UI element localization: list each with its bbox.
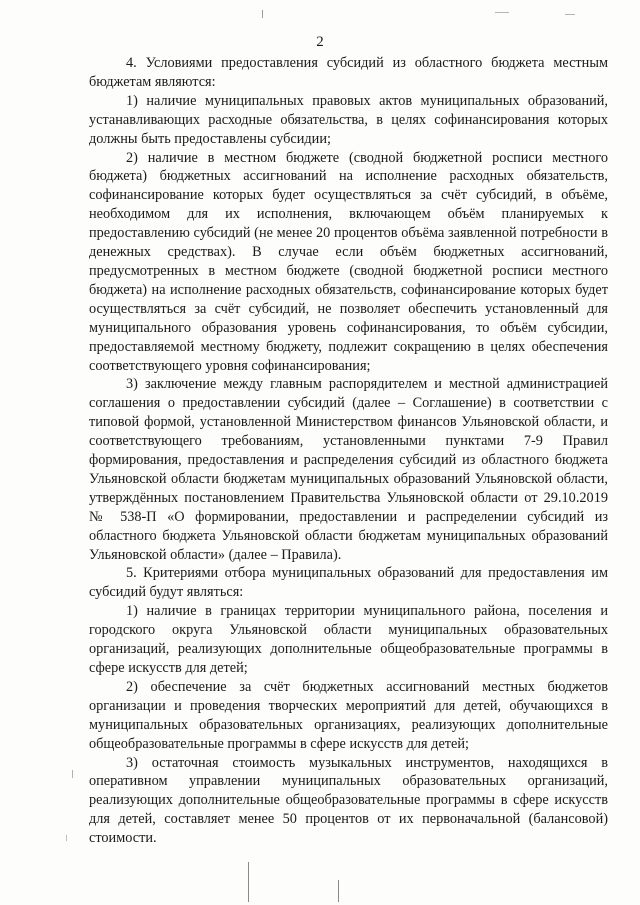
scan-artifact-mark	[66, 835, 67, 841]
scan-artifact-mark	[262, 10, 263, 18]
paragraph-section-4: 4. Условиями предоставления субсидий из областного бюджета местным бюджетам являются:	[89, 55, 608, 90]
scan-artifact-mark	[248, 862, 249, 902]
paragraph-5-item-1: 1) наличие в границах территории муниципального района, поселения и городского округа Ульяновской области муниципальных образовательных организаций, реализующих дополнительные общеобразовательные программы в сфере искусств для детей;	[89, 603, 608, 676]
paragraph-section-5: 5. Критериями отбора муниципальных образований для предоставления им субсидий будут являться:	[89, 565, 608, 601]
paragraph-4-item-1: 1) наличие муниципальных правовых актов муниципальных образований, устанавливающих расходные обязательства, в целях софинансирования которых должны быть предоставлены субсидии;	[89, 92, 608, 147]
scan-artifact-mark	[565, 14, 575, 15]
paragraph-5-item-2: 2) обеспечение за счёт бюджетных ассигнований местных бюджетов организации и проведения творческих мероприятий для детей, обучающихся в муниципальных образовательных организациях, реализующих дополнительные общеобразовательные программы в сфере искусств для детей;	[89, 678, 608, 752]
scan-artifact-mark	[338, 880, 339, 902]
page-number: 2	[316, 34, 324, 50]
scan-artifact-mark	[72, 770, 73, 778]
paragraph-4-item-2: 2) наличие в местном бюджете (сводной бюджетной росписи местного бюджета) бюджетных ассигнований на исполнение расходных обязательств, софинансирование которых будет осуществляться за счёт субсидий, в объёме, необходимом для их исполнения, включающем объём планируемых к предоставлению субсидий (не менее 20 процентов объёма заявленной потребности в денежных средствах). В случае если объём бюджетных ассигнований, предусмотренных в местном бюджете (сводной бюджетной росписи местного бюджета) на исполнение расходных обязательств, софинансирование которых будет осуществляться за счёт субсидий, не позволяет обеспечить установленный для муниципального образования уровень софинансирования, то объём субсидии, предоставляемой местному бюджету, подлежит сокращению в целях обеспечения соответствующего уровня софинансирования;	[89, 149, 608, 374]
paragraph-4-item-3: 3) заключение между главным распорядителем и местной администрацией соглашения о предоставлении субсидий (далее – Соглашение) в соответствии с типовой формой, установленной Министерством финансов Ульяновской области, и соответствующего требованиям, установленными пунктами 7-9 Правил формирования, предоставления и распределения субсидий из областного бюджета Ульяновской области бюджетам муниципальных образований Ульяновской области, утверждённых постановлением Правительства Ульяновской области от 29.10.2019 № 538-П «О формировании, предоставлении и распределении субсидий из областного бюджета Ульяновской области бюджетам муниципальных образований Ульяновской области» (далее – Правила).	[89, 376, 608, 563]
paragraph-5-item-3: 3) остаточная стоимость музыкальных инструментов, находящихся в оперативном управлении муниципальных образовательных организаций, реализующих дополнительные общеобразовательные программы в сфере искусств для детей, составляет менее 50 процентов от их первоначальной (балансовой) стоимости.	[89, 754, 608, 847]
document-body	[89, 54, 608, 848]
scan-artifact-mark	[495, 12, 509, 13]
